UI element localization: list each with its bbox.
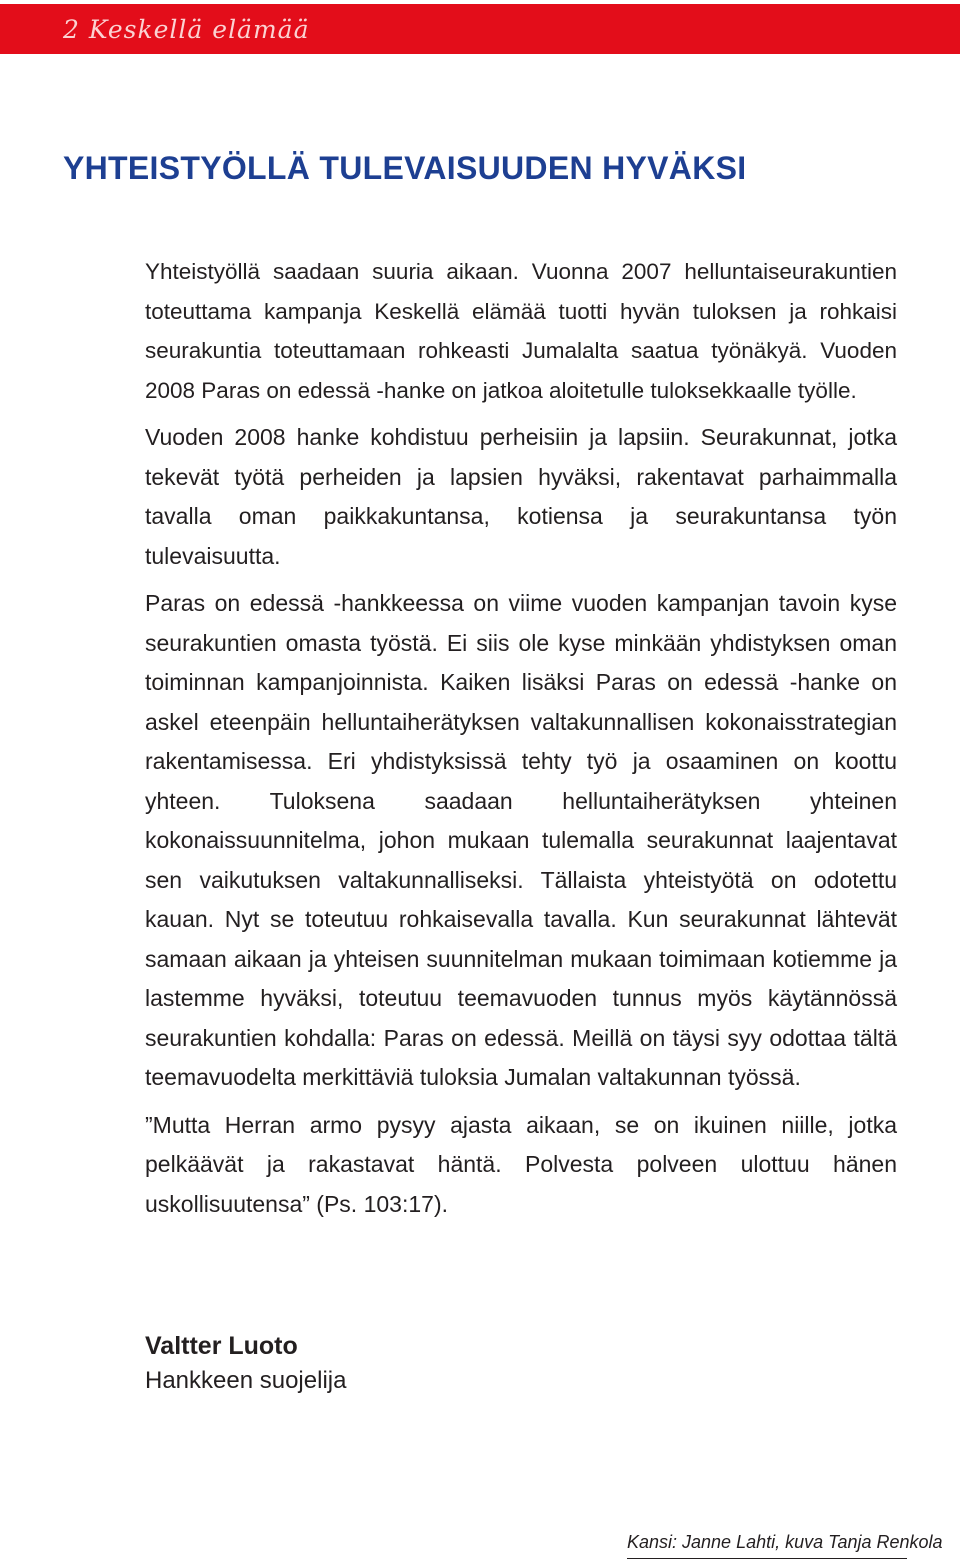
signature-name: Valtter Luoto — [145, 1332, 298, 1360]
credit-underline — [627, 1558, 907, 1559]
paragraph-cooperation: Paras on edessä -hankkeessa on viime vuoden kampanjan tavoin kyse seurakuntien omasta työstä. Ei siis ole kyse minkään yhdistyksen oman toiminnan kampanjoinnista. Kaiken lisäksi Paras on edessä -hanke on askel eteenpäin helluntaiherätyksen valtakunnallisen kokonaisstrategian rakentamisessa. Eri yhdistyksissä tehty työ ja osaaminen on koottu yhteen. Tuloksena saadaan helluntaiherätyksen yhteinen kokonaissuunnitelma, johon mukaan tulemalla seurakunnat laajentavat sen vaikutuksen valtakunnalliseksi. Tällaista yhteistyötä on odotettu kauan. Nyt se toteutuu rohkaisevalla tavalla. Kun seurakunnat lähtevät samaan aikaan ja yhteisen suunnitelman mukaan toimimaan kotiemme ja lastemme hyväksi, toteutuu teemavuoden tunnus myös käytännössä seurakuntien kohdalla: Paras on edessä. Meillä on täysi syy odottaa tältä teemavuodelta merkittäviä tuloksia Jumalan valtakunnan työssä. — [145, 590, 897, 1090]
article-body — [145, 252, 897, 1232]
paragraph-quote: ”Mutta Herran armo pysyy ajasta aikaan, se on ikuinen niille, jotka pelkäävät ja rakastavat häntä. Polvesta polveen ulottuu hänen uskollisuutensa” (Ps. 103:17). — [145, 1111, 897, 1217]
header-band — [0, 4, 960, 54]
paragraph-families: Vuoden 2008 hanke kohdistuu perheisiin ja lapsiin. Seurakunnat, jotka tekevät työtä perheiden ja lapsien hyväksi, rakentavat parhaimmalla tavalla oman paikkakuntansa, kotiensa ja seurakuntansa työn tulevaisuutta. — [145, 424, 897, 569]
signature — [145, 1328, 346, 1398]
paragraph-intro: Yhteistyöllä saadaan suuria aikaan. Vuonna 2007 helluntaiseurakuntien toteuttama kampanja Keskellä elämää tuotti hyvän tuloksen ja rohkaisi seurakuntia toteuttamaan rohkeasti Jumalalta saatua työnäkyä. Vuoden 2008 Paras on edessä -hanke on jatkoa aloitetulle tuloksekkaalle työlle. — [145, 259, 897, 403]
article-title: YHTEISTYÖLLÄ TULEVAISUUDEN HYVÄKSI — [63, 150, 747, 186]
signature-role: Hankkeen suojelija — [145, 1367, 347, 1394]
section-header: 2 Keskellä elämää — [63, 15, 310, 44]
cover-credit: Kansi: Janne Lahti, kuva Tanja Renkola — [627, 1532, 943, 1552]
